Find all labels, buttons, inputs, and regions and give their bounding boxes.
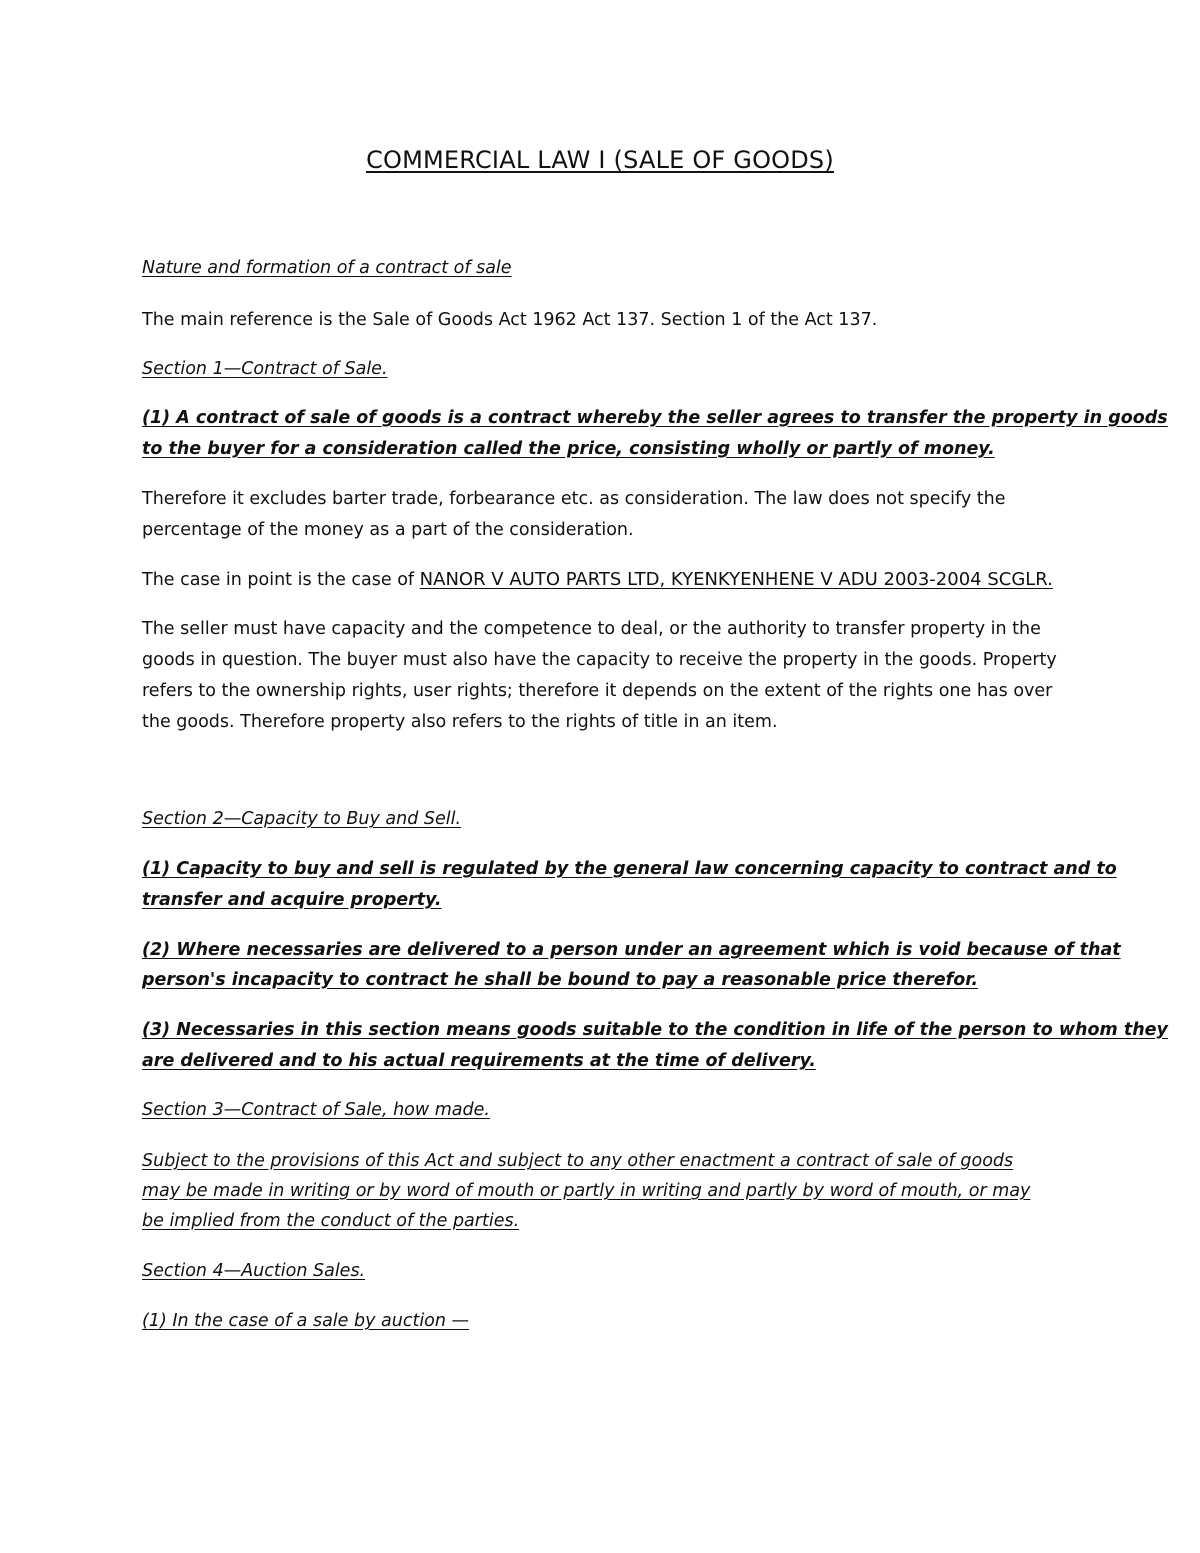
section-3-text-line-1: Subject to the provisions of this Act and subject to any other enactment a contract of sale of goods [142,1151,1014,1171]
section-1-clause-line-1: (1) A contract of sale of goods is a contract whereby the seller agrees to transfer the property in goods [142,408,1168,428]
paragraph-capacity-line-1: The seller must have capacity and the competence to deal, or the authority to transfer property in the [142,619,1041,639]
section-2-clause-1-line-2: transfer and acquire property. [142,890,442,910]
section-3-text-line-3: be implied from the conduct of the parties. [142,1211,520,1231]
section-2-clause-2-line-2: person's incapacity to contract he shall be bound to pay a reasonable price therefor. [142,970,979,990]
section-4-clause-1: (1) In the case of a sale by auction — [142,1311,470,1331]
paragraph-barter-line-1: Therefore it excludes barter trade, forbearance etc. as consideration. The law does not specify the [142,489,1006,509]
paragraph-capacity-line-2: goods in question. The buyer must also have the capacity to receive the property in the goods. Property [142,650,1057,670]
section-2-clause-3-line-2: are delivered and to his actual requirements at the time of delivery. [142,1051,816,1071]
section-2-clause-2-line-1: (2) Where necessaries are delivered to a person under an agreement which is void because of that [142,940,1121,960]
paragraph-capacity-line-4: the goods. Therefore property also refers to the rights of title in an item. [142,712,778,732]
paragraph-case-in-point [142,569,1053,591]
heading-section-1: Section 1—Contract of Sale. [142,359,388,379]
document-title: COMMERCIAL LAW I (SALE OF GOODS) [366,146,834,174]
case-intro-text: The case in point is the case of [142,570,420,590]
section-3-text-line-2: may be made in writing or by word of mouth or partly in writing and partly by word of mouth, or may [142,1181,1031,1201]
section-1-clause-line-2: to the buyer for a consideration called the price, consisting wholly or partly of money. [142,439,995,459]
paragraph-main-reference: The main reference is the Sale of Goods Act 1962 Act 137. Section 1 of the Act 137. [142,310,878,330]
heading-nature-formation: Nature and formation of a contract of sale [142,258,512,278]
section-2-clause-3-line-1: (3) Necessaries in this section means goods suitable to the condition in life of the person to whom they [142,1020,1168,1040]
paragraph-barter-line-2: percentage of the money as a part of the consideration. [142,520,634,540]
case-citation: NANOR V AUTO PARTS LTD, KYENKYENHENE V ADU 2003-2004 SCGLR. [419,569,1053,590]
paragraph-capacity-line-3: refers to the ownership rights, user rights; therefore it depends on the extent of the rights one has over [142,681,1053,701]
heading-section-3: Section 3—Contract of Sale, how made. [142,1100,490,1120]
heading-section-4: Section 4—Auction Sales. [142,1261,366,1281]
section-2-clause-1-line-1: (1) Capacity to buy and sell is regulated by the general law concerning capacity to contract and to [142,859,1117,879]
heading-section-2: Section 2—Capacity to Buy and Sell. [142,809,462,829]
